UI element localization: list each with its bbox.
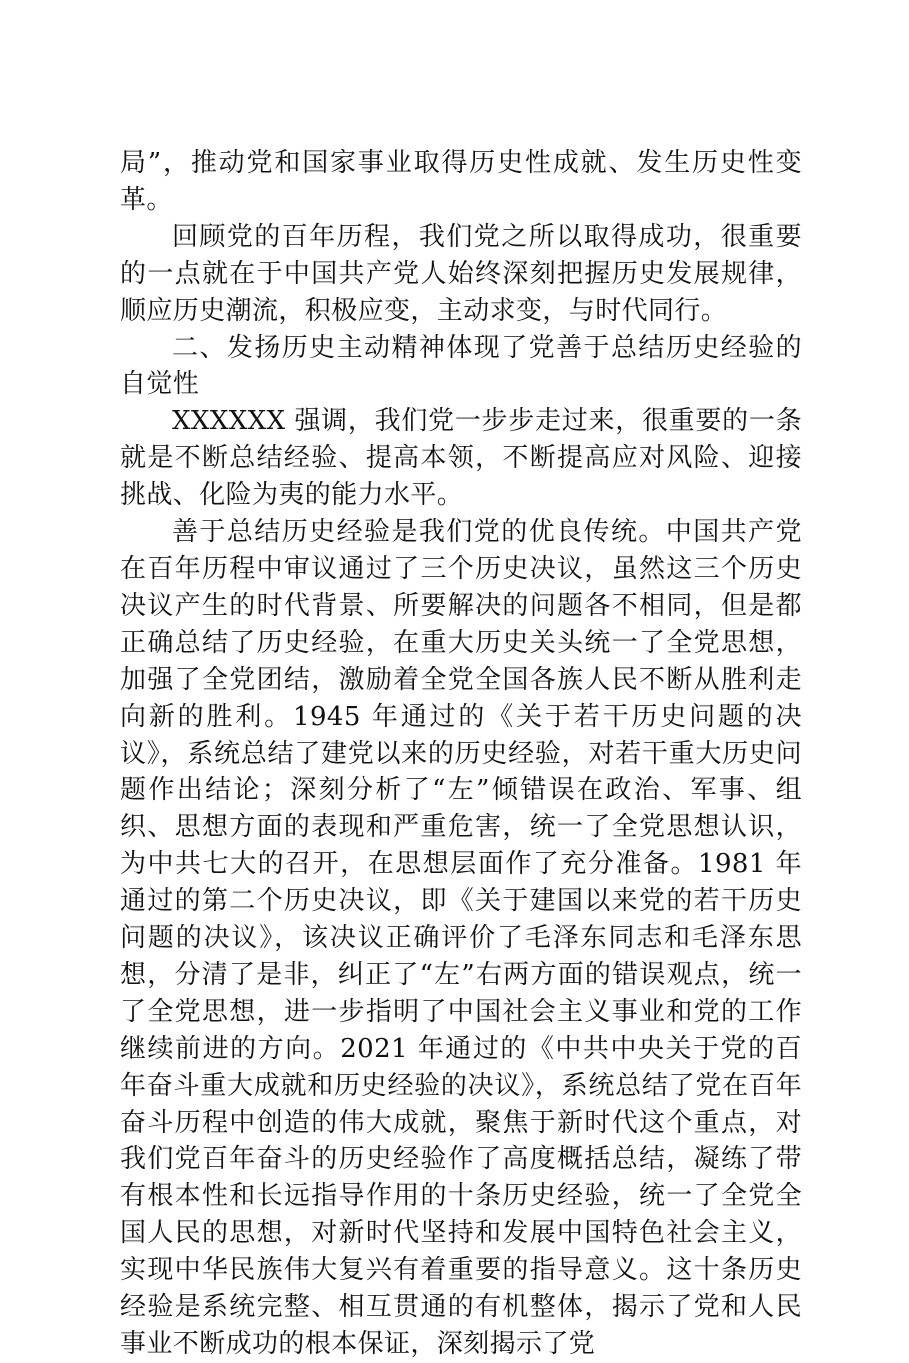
document-body: [120, 145, 802, 1363]
section-heading: 二、发扬历史主动精神体现了党善于总结历史经验的自觉性: [120, 332, 802, 400]
paragraph-review: 回顾党的百年历程，我们党之所以取得成功，很重要的一点就在于中国共产党人始终深刻把握历史发展规律，顺应历史潮流，积极应变，主动求变，与时代同行。: [120, 221, 802, 326]
paragraph-emphasis: XXXXXX 强调，我们党一步步走过来，很重要的一条就是不断总结经验、提高本领，不断提高应对风险、迎接挑战、化险为夷的能力水平。: [120, 406, 802, 511]
paragraph-history-resolutions: 善于总结历史经验是我们党的优良传统。中国共产党在百年历程中审议通过了三个历史决议，虽然这三个历史决议产生的时代背景、所要解决的问题各不相同，但是都正确总结了历史经验，在重大历史关头统一了全党思想，加强了全党团结，激励着全党全国各族人民不断从胜利走向新的胜利。1945 年通过的《关于若干历史问题的决议》，系统总结了建党以来的历史经验，对若干重大历史问题作出结论；深刻分析了“左”倾错误在政治、军事、组织、思想方面的表现和严重危害，统一了全党思想认识，为中共七大的召开，在思想层面作了充分准备。1981 年通过的第二个历史决议，即《关于建国以来党的若干历史问题的决议》，该决议正确评价了毛泽东同志和毛泽东思想，分清了是非，纠正了“左”右两方面的错误观点，统一了全党思想，进一步指明了中国社会主义事业和党的工作继续前进的方向。2021 年通过的《中共中央关于党的百年奋斗重大成就和历史经验的决议》，系统总结了党在百年奋斗历程中创造的伟大成就，聚焦于新时代这个重点，对我们党百年奋斗的历史经验作了高度概括总结，凝练了带有根本性和长远指导作用的十条历史经验，统一了全党全国人民的思想，对新时代坚持和发展中国特色社会主义，实现中华民族伟大复兴有着重要的指导意义。这十条历史经验是系统完整、相互贯通的有机整体，揭示了党和人民事业不断成功的根本保证，深刻揭示了党: [120, 517, 802, 1359]
paragraph-continuation: 局”，推动党和国家事业取得历史性成就、发生历史性变革。: [120, 148, 802, 215]
